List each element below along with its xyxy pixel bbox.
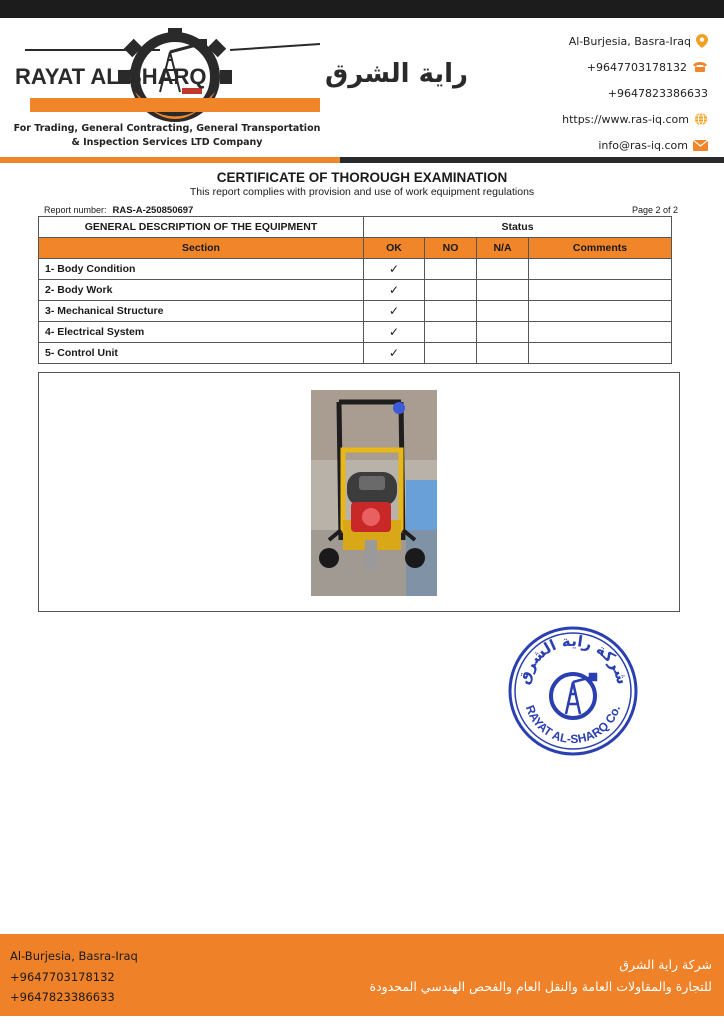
row-na — [477, 301, 529, 322]
row-section: 2- Body Work — [39, 280, 364, 301]
svg-text:شركة راية الشرق: شركة راية الشرق — [514, 631, 632, 687]
row-comments — [529, 322, 672, 343]
row-section: 1- Body Condition — [39, 259, 364, 280]
table-row — [39, 301, 672, 322]
page-indicator: Page 2 of 2 — [631, 205, 678, 215]
col-no: NO — [425, 238, 477, 259]
table-row — [39, 343, 672, 364]
footer-address: Al-Burjesia, Basra-Iraq — [10, 949, 138, 963]
row-no — [425, 259, 477, 280]
footer-contact — [10, 946, 138, 1008]
contact-email[interactable]: info@ras-iq.com — [468, 132, 708, 158]
report-number: Report number: RAS-A-250850697 — [44, 205, 194, 216]
row-ok: ✓ — [364, 301, 425, 322]
general-description-header: GENERAL DESCRIPTION OF THE EQUIPMENT — [39, 217, 364, 238]
contact-phone-2: +9647823386633 — [607, 86, 708, 100]
row-ok: ✓ — [364, 343, 425, 364]
footer — [0, 934, 724, 1016]
row-ok: ✓ — [364, 322, 425, 343]
row-section: 5- Control Unit — [39, 343, 364, 364]
top-bar — [0, 0, 724, 18]
mail-icon — [693, 140, 708, 151]
col-ok: OK — [364, 238, 425, 259]
row-no — [425, 280, 477, 301]
status-header: Status — [364, 217, 672, 238]
table-row — [39, 259, 672, 280]
contact-address: Al-Burjesia, Basra-Iraq — [468, 28, 708, 54]
globe-icon — [694, 112, 708, 126]
row-no — [425, 322, 477, 343]
row-section: 3- Mechanical Structure — [39, 301, 364, 322]
footer-phone-2: +9647823386633 — [10, 990, 115, 1004]
equipment-table — [38, 216, 672, 364]
company-logo — [10, 22, 469, 122]
row-no — [425, 301, 477, 322]
row-na — [477, 259, 529, 280]
col-na: N/A — [477, 238, 529, 259]
row-comments — [529, 343, 672, 364]
row-no — [425, 343, 477, 364]
certificate-title: CERTIFICATE OF THOROUGH EXAMINATION — [216, 170, 508, 185]
row-na — [477, 343, 529, 364]
col-comments: Comments — [529, 238, 672, 259]
row-comments — [529, 280, 672, 301]
table-row — [39, 322, 672, 343]
contact-website[interactable]: https://www.ras-iq.com — [468, 106, 708, 132]
location-pin-icon — [696, 34, 708, 48]
row-na — [477, 280, 529, 301]
row-ok: ✓ — [364, 259, 425, 280]
svg-text:RAYAT AL-SHARQ: RAYAT AL-SHARQ — [15, 64, 207, 89]
row-section: 4- Electrical System — [39, 322, 364, 343]
contact-block — [468, 28, 708, 158]
table-header-row-2 — [39, 238, 672, 259]
footer-phone-1: +9647703178132 — [10, 969, 115, 984]
row-ok: ✓ — [364, 280, 425, 301]
svg-text:راية الشرق: راية الشرق — [325, 59, 469, 89]
table-row — [39, 280, 672, 301]
certificate-subtitle: This report complies with provision and use of work equipment regulations — [189, 186, 535, 198]
row-comments — [529, 301, 672, 322]
stamp-gear-icon — [551, 674, 595, 718]
company-tagline: For Trading, General Contracting, General Transportation & Inspection Services LTD Company — [13, 123, 321, 148]
header-band-orange — [0, 157, 340, 163]
row-na — [477, 322, 529, 343]
col-section: Section — [39, 238, 364, 259]
equipment-photo — [311, 390, 437, 596]
svg-text:RAYAT AL-SHARQ Co.: RAYAT AL-SHARQ Co. — [522, 703, 624, 747]
table-header-row-1 — [39, 217, 672, 238]
footer-arabic-name: شركة راية الشرق للتجارة والمقاولات العامة والنقل العام والفحص الهندسي المحدودة — [369, 957, 712, 994]
telephone-icon — [692, 61, 708, 73]
company-stamp — [506, 624, 640, 758]
contact-phone-1: +9647703178132 — [468, 54, 708, 80]
header-band-dark — [340, 157, 724, 163]
row-comments — [529, 259, 672, 280]
